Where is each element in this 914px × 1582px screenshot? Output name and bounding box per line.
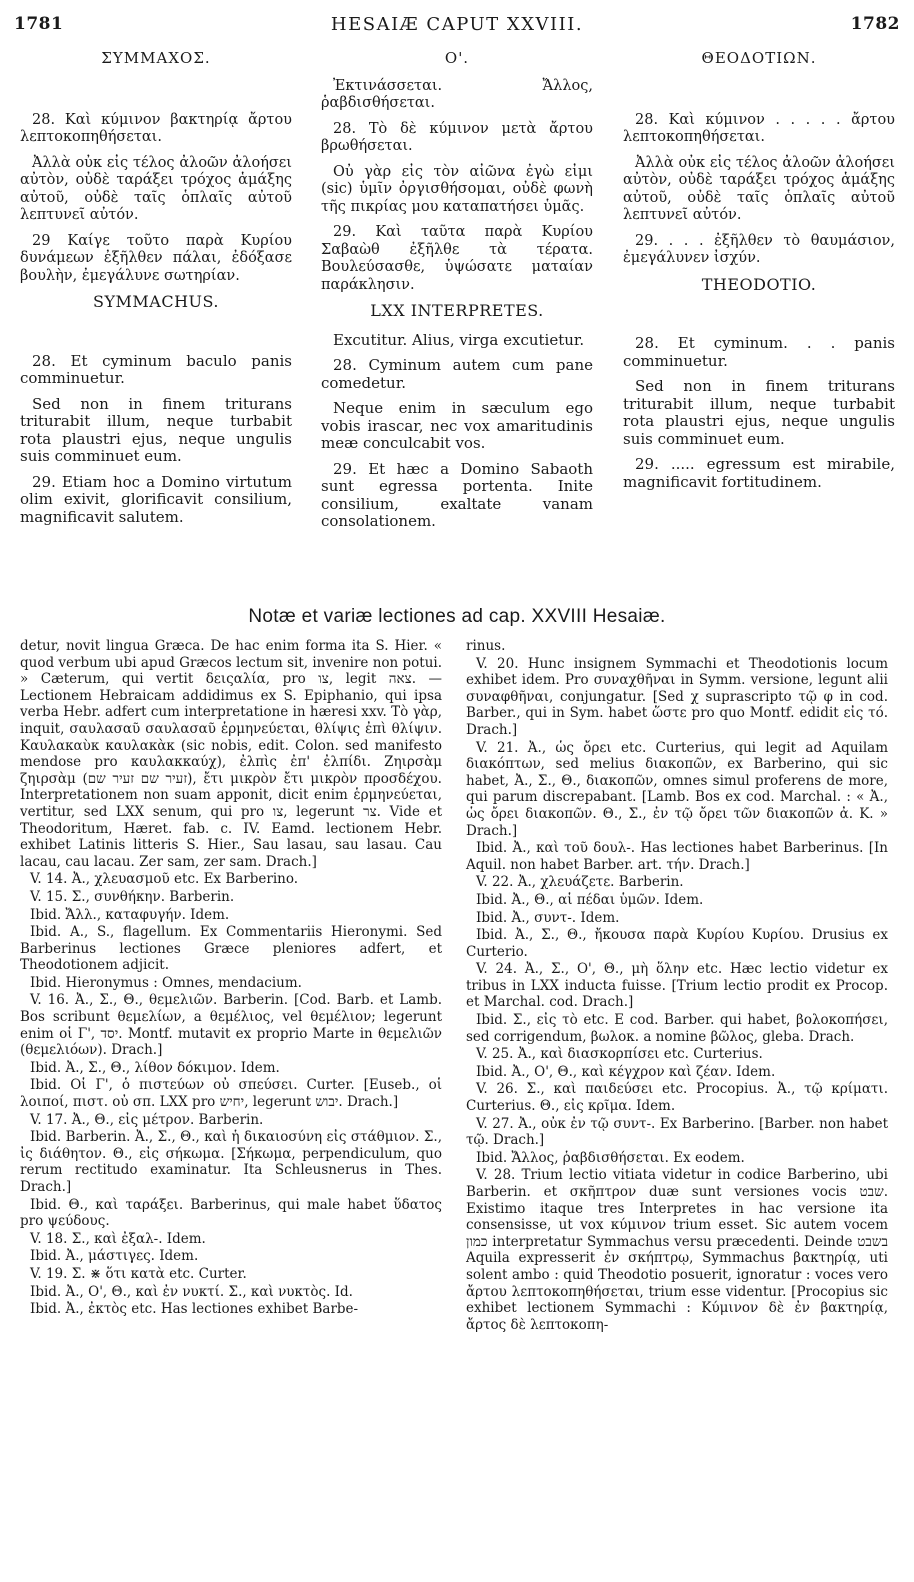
note-paragraph: Ibid. Ἀ., συντ-. Idem. (476, 909, 620, 926)
note-paragraph: Ibid. Σ., εἰς τὸ etc. E cod. Barber. qui habet, βολοκοπήσει, sed corrigendum, βωλοκ. a nomine βῶλος, gleba. Drach. (466, 1012, 888, 1045)
note-paragraph: V. 17. Ἀ., Θ., εἰς μέτρον. Barberin. (30, 1111, 264, 1128)
greek-verse: Ἀλλὰ οὐκ εἰς τέλος ἀλοῶν ἀλοήσει αὐτὸν, οὐδὲ ταράξει τρόχος ἁμάξης αὐτοῦ, οὐδὲ ταῖς ὁπλαῖς αὐτοῦ λεπτυνεῖ αὐτόν. (623, 154, 895, 223)
latin-verse: 28. Cyminum autem cum pane comedetur. (321, 356, 593, 392)
note-paragraph: Ibid. Ἄλλος, ῥαβδισθήσεται. Ex eodem. (476, 1149, 745, 1166)
notes-heading: Notæ et variæ lectiones ad cap. XXVIII Hesaiæ. (248, 606, 666, 627)
greek-verse: Οὐ γὰρ εἰς τὸν αἰῶνα ἐγὼ εἰμι (sic) ὑμῖν ὀργισθήσομαι, οὐδὲ φωνὴ τῆς πικρίας μου καταπατήσει ὑμᾶς. (321, 163, 593, 215)
note-paragraph: Ibid. Θ., καὶ ταράξει. Barberinus, qui male habet ὕδατος pro ψεύδους. (20, 1196, 442, 1230)
note-paragraph: V. 18. Σ., καὶ ἐξαλ-. Idem. (30, 1230, 206, 1247)
notes-right-column (466, 638, 888, 1334)
note-paragraph: V. 20. Hunc insignem Symmachi et Theodotionis locum exhibet idem. Pro συναχθῆναι in Symm. versione, legunt alii συναφθῆναι, conjungatur. [Sed χ suprascripto τῷ φ in cod. Barber., qui in Sym. habet ὥστε pro quo Montf. edidit εἰς τό. Drach.] (466, 655, 888, 738)
greek-verse: Ἀλλὰ οὐκ εἰς τέλος ἀλοῶν ἀλοήσει αὐτὸν, οὐδὲ ταράξει τρόχος ἁμάξης αὐτοῦ, οὐδὲ ταῖς ὁπλαῖς αὐτοῦ λεπτυνεῖ αὐτόν. (20, 154, 292, 223)
greek-verse: 29 Καίγε τοῦτο παρὰ Κυρίου δυνάμεων ἐξῆλθεν πάλαι, ἐδόξασε βουλὴν, ἐμεγάλυνε σωτηρίαν. (20, 232, 292, 284)
running-title: HESAIÆ CAPUT XXVIII. (330, 14, 584, 35)
note-paragraph: V. 26. Σ., καὶ παιδεύσει etc. Procopius. Ἀ., τῷ κρίματι. Curterius. Θ., εἰς κρῖμα. Idem. (466, 1081, 888, 1115)
latin-verse: 29. ..... egressum est mirabile, magnificavit fortitudinem. (623, 455, 895, 491)
lxx-column (321, 50, 593, 539)
note-paragraph: Ibid. Hieronymus : Omnes, mendacium. (30, 974, 302, 991)
note-paragraph: Ibid. Ἄλλ., καταφυγήν. Idem. (30, 906, 230, 923)
greek-verse: Ἐκτινάσσεται. Ἄλλος, ῥαβδισθήσεται. (321, 77, 593, 111)
note-paragraph: Ibid. Ἀ., μάστιγες. Idem. (30, 1248, 199, 1265)
note-paragraph: V. 14. Ἀ., χλευασμοῦ etc. Ex Barberino. (30, 871, 299, 888)
greek-verse: 28. Καὶ κύμινον . . . . . ἄρτου λεπτοκοπηθήσεται. (623, 111, 895, 145)
note-paragraph: V. 28. Trium lectio vitiata videtur in codice Barberino, ubi Barberin. et σκῆπτρον duæ sunt versiones vocis שבט. Existimo itaque tres Interpretes in hac versione ita consensisse, ut vox κύμινον trium esset. Sic autem vocem כמון interpretatur Symmachus versu præcedenti. Deinde בשבט Aquila expresserit ἐν σκήπτρῳ, Symmachus βακτηρίᾳ, uti solent ambo : quid Theodotio posuerit, ignoratur : voces vero ἄρτου λεπτοκοπηθήσεται, trium esse videntur. [Procopius sic exhibet lectionem Symmachi : Κύμινον δὲ ἐν βακτηρίᾳ, ἄρτος δὲ λεπτοκοπη- (466, 1167, 888, 1333)
latin-verse: 29. Etiam hoc a Domino virtutum olim exivit, glorificavit consilium, magnificavit salutem. (20, 472, 292, 526)
latin-verse: 29. Et hæc a Domino Sabaoth sunt egressa portenta. Inite consilium, exaltate vanam consolationem. (321, 459, 593, 530)
greek-column-heading: Ο'. (444, 49, 470, 67)
note-paragraph: Ibid. Ἀ., Σ., Θ., λίθον δόκιμον. Idem. (30, 1059, 280, 1076)
page-number-left: 1781 (14, 14, 64, 34)
latin-column-heading: SYMMACHUS. (93, 292, 219, 311)
note-paragraph: V. 16. Ἀ., Σ., Θ., θεμελιῶν. Barberin. [Cod. Barb. et Lamb. Bos scribunt θεμελίων, a θεμέλιος, vel θεμέλιον; legerunt enim οἱ Γ', יסד. Montf. mutavit ex proprio Marte in θεμελιῶν (θεμελιόων). Drach.] (20, 992, 442, 1059)
greek-column-heading: ΣΥΜΜΑΧΟΣ. (101, 49, 211, 67)
greek-column-heading: ΘΕΟΔΟΤΙΩΝ. (701, 49, 817, 67)
latin-verse: Sed non in finem triturans triturabit illum, neque turbabit rota plaustri ejus, neque ungulis suis comminuet eum. (20, 394, 292, 465)
greek-verse: 28. Τὸ δὲ κύμινον μετὰ ἄρτου βρωθήσεται. (321, 120, 593, 154)
latin-verse: 28. Et cyminum. . . panis comminuetur. (623, 334, 895, 370)
note-paragraph: Ibid. Ἀ., Σ., Θ., ἤκουσα παρὰ Κυρίου Κυρίου. Drusius ex Curterio. (466, 927, 888, 960)
note-paragraph: V. 25. Ἀ., καὶ διασκορπίσει etc. Curterius. (476, 1046, 763, 1063)
notes-left-column (20, 638, 442, 1319)
symmachus-column (20, 50, 292, 534)
note-paragraph: detur, novit lingua Græca. De hac enim forma ita S. Hier. « quod verbum ubi apud Græcos lectum sit, invenire non potui. » Cæterum, qui vertit δειςαλία, pro צו, legit צאה. — Lectionem Hebraicam addidimus ex S. Epiphanio, qui ipsa verba Hebr. adfert cum interpretatione in hæresi xxv. Τὸ γὰρ, inquit, σαυλασαῦ σαυλασαῦ ἑρμηνεύεται, θλίψις ἐπὶ θλίψιν. Καυλακαὺκ καυλακὰκ (sic nobis, edit. Colon. sed manifesto mendose pro καυλακκαύχ), ἐλπὶς ἐπ' ἐλπίδι. Ζηιρσὰμ ζηιρσὰμ (זעיר שם זעיר שם), ἔτι μικρὸν ἔτι μικρὸν προσδέχου. Interpretationem non suam apponit, dicit enim ἑρμηνεύεται, vertitur, sed LXX senum, qui pro צו, legerunt צר. Vide et Theodoritum, Hæret. fab. c. IV. Eamd. lectionem Hebr. exhibet Latinis litteris S. Hier., Sau lasau, sau lasau. Cau lacau, cau lacau. Zer sam, zer sam. Drach.] (20, 638, 443, 870)
latin-verse: Neque enim in sæculum ego vobis irascar, nec vox amaritudinis meæ conculcabit vos. (321, 399, 593, 452)
greek-verse: 29. Καὶ ταῦτα παρὰ Κυρίου Σαβαὼθ ἐξῆλθε τὰ τέρατα. Βουλεύσασθε, ὑψώσατε ματαίαν παράκλησιν. (321, 224, 593, 293)
latin-verse: Excutitur. Alius, virga excutietur. (333, 330, 585, 349)
latin-column-heading: LXX INTERPRETES. (370, 301, 544, 320)
note-paragraph: Ibid. A., S., flagellum. Ex Commentariis Hieronymi. Sed Barberinus lectiones Græce pleniores adfert, et Theodotionem adjicit. (20, 924, 442, 974)
note-paragraph: V. 19. Σ. ⋇ ὅτι κατὰ etc. Curter. (30, 1265, 247, 1282)
theodotion-column (623, 50, 895, 499)
note-paragraph: rinus. (466, 638, 506, 654)
parallel-versions (20, 50, 894, 580)
greek-verse: 28. Καὶ κύμινον βακτηρίᾳ ἄρτου λεπτοκοπηθήσεται. (20, 111, 292, 145)
note-paragraph: V. 15. Σ., συνθήκην. Barberin. (30, 888, 235, 905)
note-paragraph: Ibid. Ἀ., ἐκτὸς etc. Has lectiones exhibet Barbe- (30, 1301, 359, 1318)
note-paragraph: V. 24. Ἀ., Σ., Ο', Θ., μὴ ὅλην etc. Hæc lectio videtur ex tribus in LXX inducta fuisse. [Trium lectio prodit ex Procop. et Marchal. cod. Drach.] (466, 961, 888, 1011)
greek-verse: 29. . . . ἐξῆλθεν τὸ θαυμάσιον, ἐμεγάλυνεν ἰσχύν. (623, 232, 895, 266)
note-paragraph: Ibid. Οἱ Γ', ὁ πιστεύων οὐ σπεύσει. Curter. [Euseb., οἱ λοιποί, πιστ. οὐ σπ. LXX pro יחיש, legerunt יבוש. Drach.] (20, 1077, 442, 1111)
note-paragraph: V. 21. Ἀ., ὡς ὄρει etc. Curterius, qui legit ad Aquilam διακόπτων, sed melius διακοπῶν, ex Barberino, qui sic habet, Ἀ., Σ., Θ., διακοπῶν, omnes simul proferens de more, qui parum discrepabant. [Lamb. Bos ex cod. Marchal. : « Ἀ., ὡς ὄρει διακοπῶν. Θ., Σ., ἐν τῷ ὄρει τῶν διακοπῶν ἀ. Κ. » Drach.] (466, 739, 888, 839)
note-paragraph: Ibid. Barberin. Ἀ., Σ., Θ., καὶ ἡ δικαιοσύνη εἰς στάθμιον. Σ., ἰς διάθητον. Θ., εἰς σήκωμα. [Σήκωμα, perpendiculum, quo rerum rectitudo examinatur. Ita Schleusnerus in Thes. Drach.] (20, 1129, 442, 1195)
note-paragraph: Ibid. Ἀ., Θ., αἱ πέδαι ὑμῶν. Idem. (476, 891, 704, 908)
note-paragraph: Ibid. Ἀ., καὶ τοῦ δουλ-. Has lectiones habet Barberinus. [In Aquil. non habet Barber. art. τήν. Drach.] (466, 840, 888, 873)
latin-verse: Sed non in finem triturans triturabit illum, neque turbabit rota plaustri ejus, neque ungulis suis comminuet eum. (623, 377, 895, 448)
note-paragraph: Ibid. Ἀ., Ο', Θ., καὶ ἐν νυκτί. Σ., καὶ νυκτὸς. Id. (30, 1283, 353, 1300)
page-header (14, 14, 900, 46)
note-paragraph: V. 22. Ἀ., χλευάζετε. Barberin. (476, 874, 684, 891)
latin-verse: 28. Et cyminum baculo panis comminuetur. (20, 351, 292, 387)
page-number-right: 1782 (850, 14, 900, 34)
latin-column-heading: THEODOTIO. (701, 274, 817, 294)
note-paragraph: V. 27. Ἀ., οὐκ ἐν τῷ συντ-. Ex Barberino. [Barber. non habet τῷ. Drach.] (466, 1115, 888, 1149)
note-paragraph: Ibid. Ἀ., Ο', Θ., καὶ κέγχρον καὶ ζέαν. Idem. (476, 1063, 776, 1080)
